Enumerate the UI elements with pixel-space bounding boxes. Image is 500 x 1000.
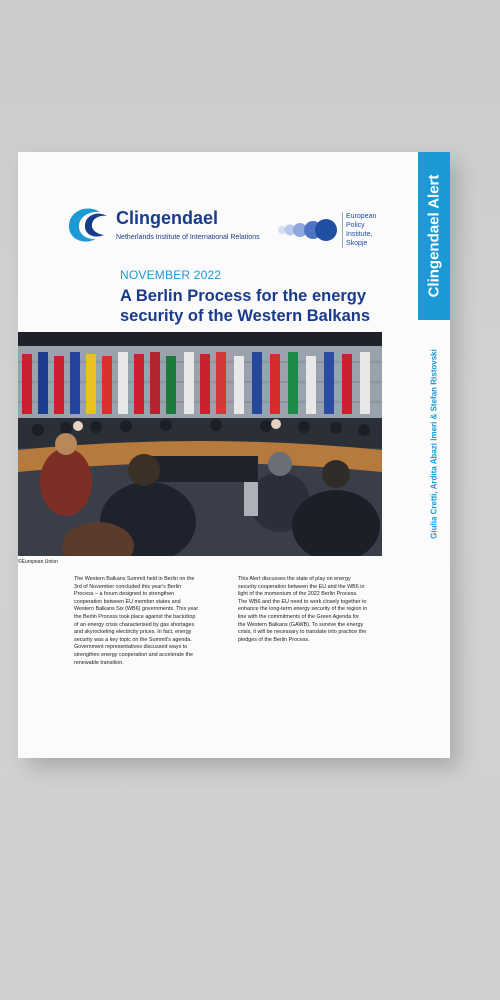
report-cover-page: [18, 152, 450, 758]
photo-caption: ©European Union: [18, 559, 58, 565]
epi-logo-text: [342, 212, 376, 248]
clingendael-logo-icon: [66, 206, 110, 244]
epi-line: Policy: [346, 222, 365, 229]
intro-column-1: The Western Balkans Summit held in Berlin on the 3rd of November concluded this year's Berlin Process – a forum designed to strengthen cooperation between EU member states and Western Balkans Six (WB6) governments. This year the Berlin Process took place against the backdrop of an energy crisis characterised by gas shortages and skyrocketing electricity prices. In fact, energy security was a key topic on the Summit's agenda. Government representatives discussed ways to strengthen energy cooperation and accelerate the renewable transition.: [74, 576, 199, 666]
clingendael-subtitle: Netherlands Institute of International Relations: [116, 234, 260, 241]
authors-vertical: Giulia Cretti, Ardita Abazi Imeri & Stefan Ristovski: [429, 349, 439, 539]
epi-logo-icon: [276, 216, 338, 244]
clingendael-name: Clingendael: [116, 208, 219, 228]
epi-line: Skopje: [346, 240, 368, 247]
clingendael-alert-label: Clingendael Alert: [425, 174, 443, 298]
epi-skopje-logo: [276, 210, 396, 250]
report-title: A Berlin Process for the energy security of the Western Balkans: [120, 287, 371, 325]
publication-date: NOVEMBER 2022: [120, 268, 222, 282]
intro-column-2: This Alert discusses the state of play on energy security cooperation between the EU and the WB6 in light of the momentum of the 2022 Berlin Process. The WB6 and the EU need to work closely together to enhance the long-term energy security of the region in line with the commitments of the Green Agenda for the Western Balkans (GAWB). To survive the energy crisis, it will be necessary to translate into practice the pledges of the Berlin Process.: [238, 576, 368, 643]
summit-photo: [18, 332, 382, 556]
epi-line: Institute,: [346, 231, 373, 238]
clingendael-alert-tab: [418, 152, 450, 320]
clingendael-logo: [66, 204, 276, 252]
epi-line: European: [346, 213, 377, 220]
